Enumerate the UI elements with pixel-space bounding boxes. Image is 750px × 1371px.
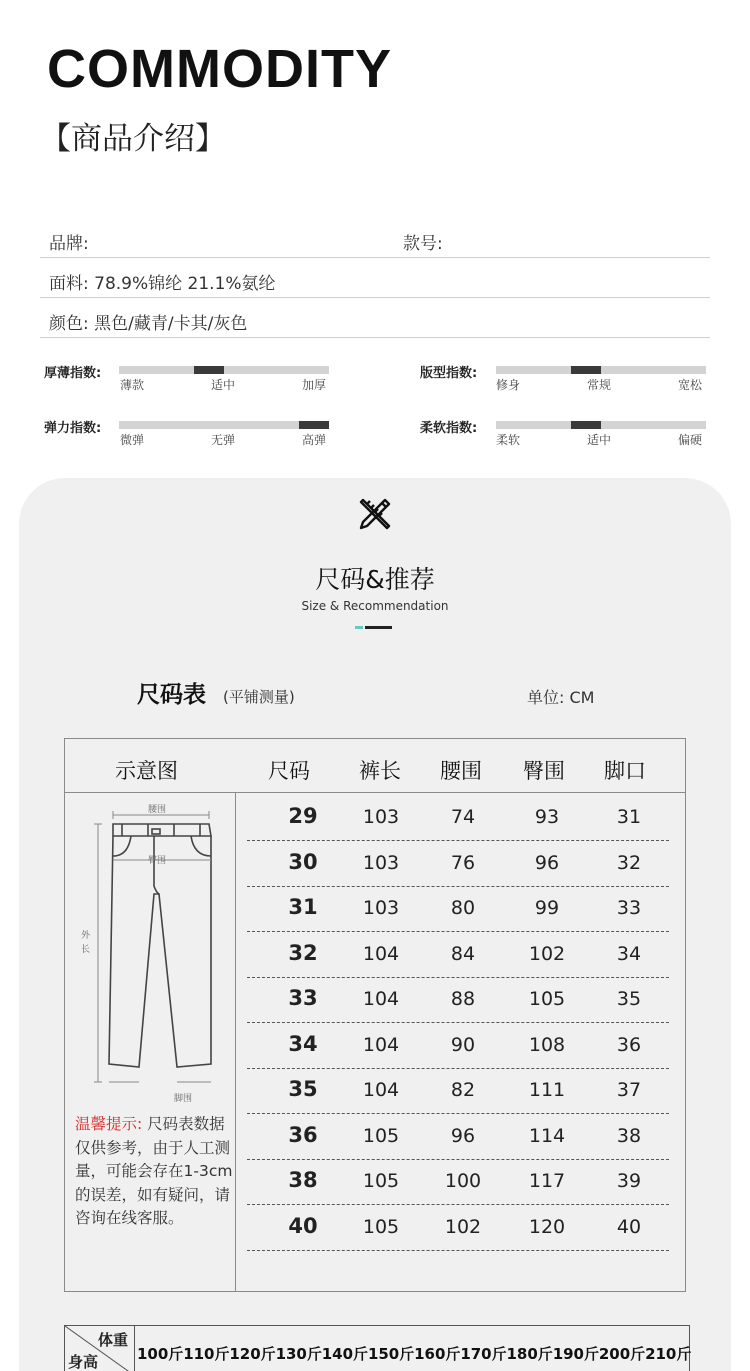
row-length: 105: [362, 1170, 400, 1192]
row-size: 38: [288, 1168, 318, 1192]
title-underline: [365, 626, 392, 629]
row-size: 30: [288, 849, 318, 874]
column-divider: [235, 793, 236, 1291]
weight-cell: 130斤: [275, 1345, 322, 1363]
row-hip: 120: [528, 1215, 566, 1238]
index-tick: 加厚: [302, 378, 327, 392]
weight-cell: 110斤: [183, 1345, 230, 1363]
index-tick: 偏硬: [678, 433, 703, 447]
row-hem: 37: [616, 1079, 642, 1101]
row-hip: 111: [528, 1079, 566, 1101]
index-marker: [571, 366, 601, 374]
row-waist: 74: [450, 806, 476, 828]
row-size: 32: [288, 940, 318, 965]
table-row: [247, 1160, 669, 1205]
row-hip: 102: [528, 942, 566, 965]
row-hem: 36: [616, 1033, 642, 1056]
row-waist: 80: [450, 897, 476, 919]
ruler-pencil-icon: [357, 496, 393, 532]
index-tick: 柔软: [496, 433, 521, 447]
row-hip: 99: [534, 897, 560, 919]
weight-cell: 170斤: [460, 1345, 507, 1363]
weight-cell: 190斤: [552, 1345, 599, 1363]
row-size: 31: [288, 895, 318, 919]
row-hip: 108: [528, 1033, 566, 1056]
size-table-title: 尺码表: [137, 682, 206, 708]
table-row: [247, 842, 669, 887]
row-waist: 88: [450, 988, 476, 1010]
style-no-label: 款号:: [403, 234, 443, 254]
row-waist: 90: [450, 1033, 476, 1056]
info-row-fabric: [40, 258, 710, 298]
weight-cell: 140斤: [321, 1345, 369, 1363]
row-hip: 96: [534, 851, 560, 874]
row-waist: 96: [450, 1124, 476, 1147]
row-size: 35: [288, 1077, 318, 1101]
row-hem: 33: [616, 897, 642, 919]
table-header: [65, 739, 685, 793]
table-row: [247, 1206, 669, 1251]
fabric-text: 面料: 78.9%锦纶 21.1%氨纶: [49, 274, 276, 294]
row-length: 105: [362, 1124, 400, 1147]
info-row-brand: [40, 218, 710, 258]
info-row-colors: [40, 298, 710, 338]
row-size: 29: [288, 804, 318, 828]
index-bar: [119, 366, 329, 374]
row-hem: 32: [616, 851, 642, 874]
diagram-length-label: [81, 929, 93, 955]
weight-cell: 120斤: [229, 1345, 276, 1363]
colors-text: 颜色: 黑色/藏青/卡其/灰色: [49, 314, 248, 334]
row-hem: 34: [616, 942, 642, 965]
row-length: 105: [362, 1215, 400, 1238]
row-hip: 93: [534, 806, 560, 828]
header-length: 裤长: [359, 759, 401, 783]
index-bar: [496, 366, 706, 374]
row-hem: 31: [616, 806, 642, 828]
header-diagram: 示意图: [115, 759, 178, 783]
index-tick: 适中: [211, 378, 236, 392]
row-hip: 117: [528, 1170, 566, 1192]
table-row: [247, 796, 669, 841]
diagram-hem-label: 脚围: [174, 1094, 193, 1104]
row-length: 104: [362, 942, 400, 965]
row-waist: 82: [450, 1079, 476, 1101]
row-waist: 76: [450, 851, 476, 874]
row-waist: 84: [450, 942, 476, 965]
pants-diagram: [76, 796, 226, 1106]
weight-header: 体重: [98, 1331, 129, 1349]
page-subtitle: 【商品介绍】: [40, 121, 226, 157]
index-marker: [571, 421, 601, 429]
table-row: [247, 887, 669, 932]
row-size: 40: [288, 1213, 318, 1238]
title-accent: [355, 626, 363, 629]
weight-cell: 160斤: [414, 1345, 461, 1363]
row-hip: 114: [528, 1124, 566, 1147]
row-size: 34: [288, 1031, 318, 1056]
weight-cell: 200斤: [598, 1345, 646, 1363]
corner-cell: [65, 1326, 135, 1371]
row-length: 103: [362, 806, 400, 828]
row-hem: 35: [616, 988, 642, 1010]
index-tick: 适中: [587, 433, 612, 447]
header-hem: 脚口: [604, 759, 646, 783]
diagram-length-char: 长: [81, 945, 91, 955]
diagram-hip-label: 臀围: [148, 856, 167, 866]
index-label: 版型指数:: [420, 366, 478, 381]
table-row: [247, 1069, 669, 1114]
row-size: 36: [288, 1122, 318, 1147]
row-size: 33: [288, 986, 318, 1010]
row-hem: 39: [616, 1170, 642, 1192]
index-label: 弹力指数:: [44, 421, 102, 436]
header-size: 尺码: [268, 759, 310, 783]
row-length: 103: [362, 897, 400, 919]
weight-cell: 100斤: [137, 1345, 184, 1363]
table-row: [247, 1024, 669, 1069]
index-tick: 微弹: [120, 433, 145, 447]
index-marker: [299, 421, 329, 429]
table-row: [247, 978, 669, 1023]
unit-label: 单位: CM: [527, 688, 595, 707]
row-waist: 102: [444, 1215, 482, 1238]
section-subtitle: Size & Recommendation: [301, 599, 449, 613]
row-hip: 105: [528, 988, 566, 1010]
index-marker: [194, 366, 224, 374]
section-title: 尺码&推荐: [315, 565, 435, 594]
row-hem: 40: [616, 1215, 642, 1238]
index-tick: 高弹: [302, 433, 327, 447]
weight-cell: 150斤: [367, 1345, 415, 1363]
size-table-note: (平铺测量): [223, 688, 295, 706]
brand-label: 品牌:: [49, 234, 89, 254]
diagram-length-char: 外: [81, 931, 91, 941]
weight-values: [137, 1343, 691, 1364]
header-hip: 臀围: [523, 759, 565, 783]
row-length: 104: [362, 1079, 400, 1101]
weight-height-table: [64, 1325, 690, 1371]
tip-label: 温馨提示:: [75, 1115, 143, 1133]
index-tick: 常规: [587, 378, 612, 392]
weight-cell: 210斤: [645, 1345, 692, 1363]
row-length: 103: [362, 851, 400, 874]
weight-cell: 180斤: [506, 1345, 553, 1363]
index-label: 厚薄指数:: [44, 366, 102, 381]
tip-text: 尺码表数据仅供参考，由于人工测量，可能会存在1-3cm的误差，如有疑问，请咨询在线客服。: [75, 1115, 233, 1227]
diagram-waist-label: 腰围: [148, 805, 167, 815]
index-tick: 修身: [496, 378, 521, 392]
height-header: 身高: [68, 1353, 99, 1371]
table-row: [247, 933, 669, 978]
index-label: 柔软指数:: [420, 421, 478, 436]
header-waist: 腰围: [440, 759, 482, 783]
index-bar: [119, 421, 329, 429]
index-tick: 薄款: [120, 378, 145, 392]
index-bar: [496, 421, 706, 429]
page-title: COMMODITY: [47, 39, 392, 99]
row-hem: 38: [616, 1124, 642, 1147]
index-tick: 无弹: [211, 433, 236, 447]
table-row: [247, 1115, 669, 1160]
row-length: 104: [362, 988, 400, 1010]
index-tick: 宽松: [678, 378, 703, 392]
row-length: 104: [362, 1033, 400, 1056]
row-waist: 100: [444, 1170, 482, 1192]
size-tip: [75, 1113, 235, 1231]
